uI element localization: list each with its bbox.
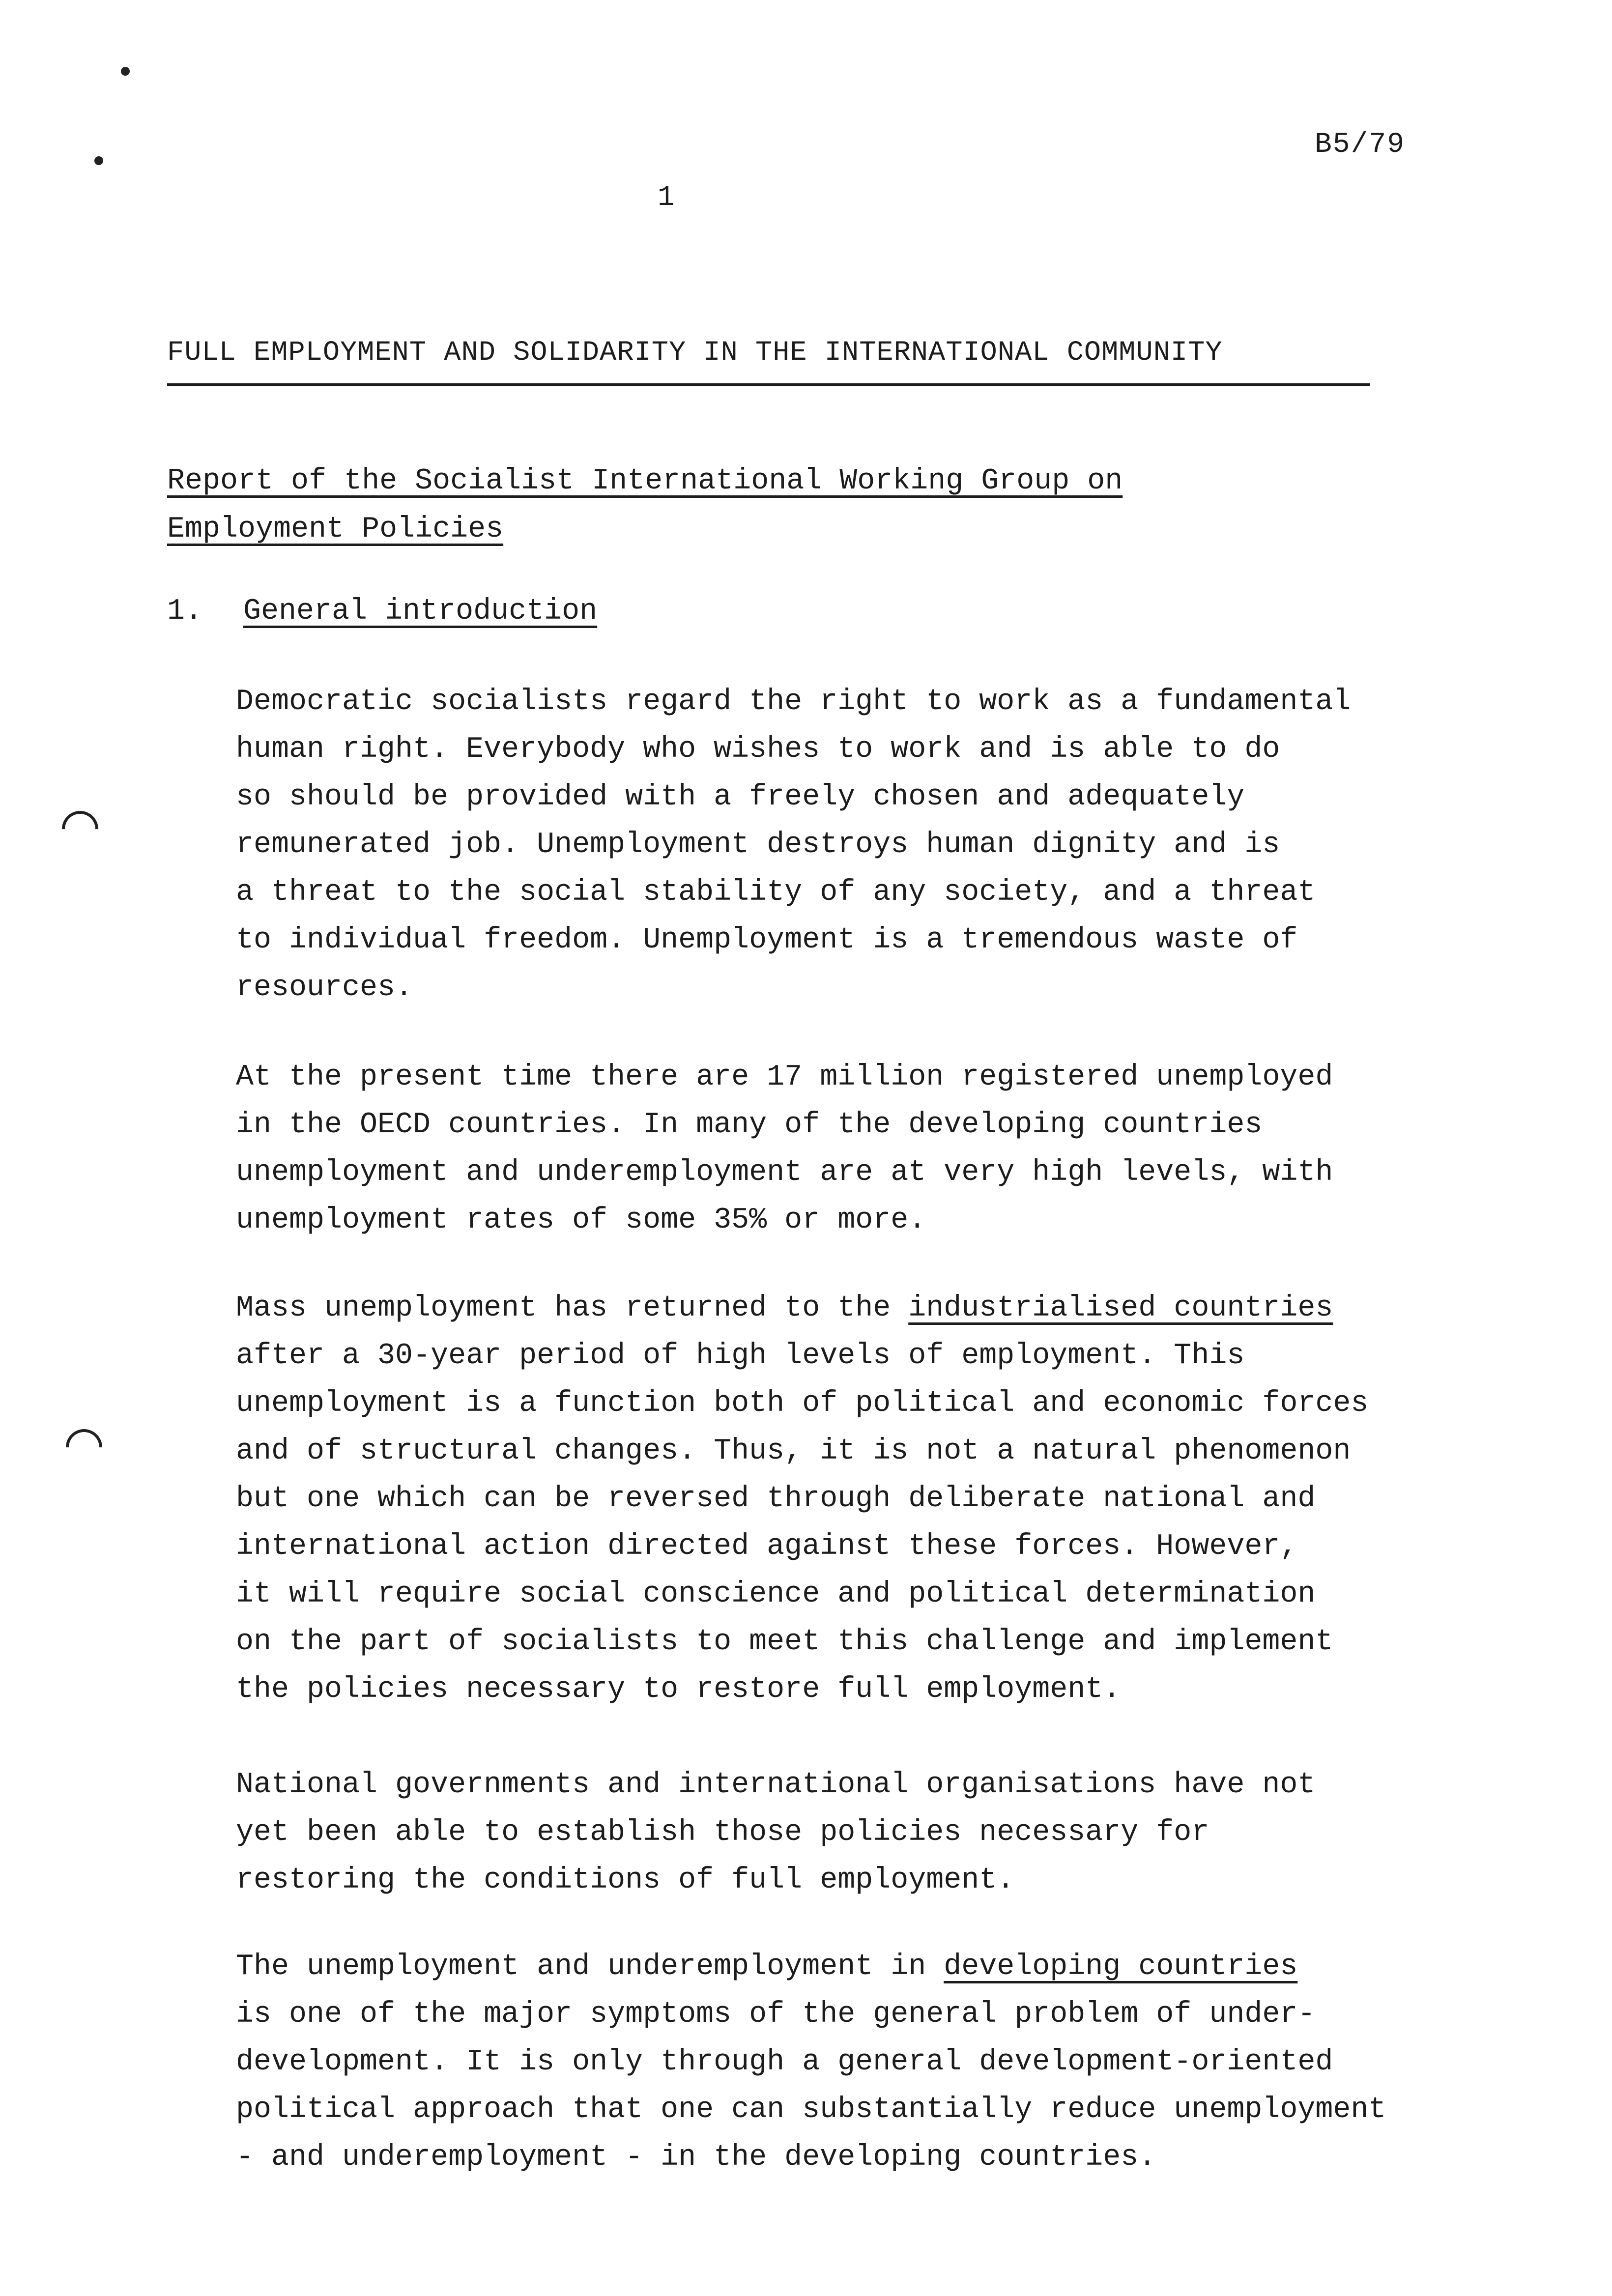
text-line <box>236 1943 1573 1991</box>
page-number: 1 <box>658 182 675 214</box>
text-line: Democratic socialists regard the right to work as a fundamental <box>236 685 1351 718</box>
underlined-phrase: industrialised countries <box>908 1292 1333 1325</box>
paragraph-3 <box>236 1285 1573 1714</box>
document-reference: B5/79 <box>1315 129 1406 161</box>
text-line: to individual freedom. Unemployment is a tremendous waste of <box>236 923 1298 957</box>
underlined-phrase: developing countries <box>944 1950 1298 1983</box>
text-line: so should be provided with a freely chosen and adequately <box>236 780 1245 814</box>
text-line: - and underemployment - in the developing countries. <box>236 2141 1156 2174</box>
text-line: in the OECD countries. In many of the developing countries <box>236 1108 1263 1142</box>
text-line: is one of the major symptoms of the general problem of under- <box>236 1998 1316 2031</box>
paragraph-5 <box>236 1943 1573 2181</box>
text-line: political approach that one can substantially reduce unemployment <box>236 2093 1386 2126</box>
text-line: unemployment rates of some 35% or more. <box>236 1204 926 1237</box>
text-line: development. It is only through a general development-oriented <box>236 2045 1333 2079</box>
text-run: The unemployment and underemployment in <box>236 1950 944 1983</box>
subtitle-line-1: Report of the Socialist International Working Group on <box>167 464 1123 498</box>
section-title: General introduction <box>243 595 598 628</box>
binding-arc-mark <box>58 1422 110 1473</box>
text-line: and of structural changes. Thus, it is not a natural phenomenon <box>236 1435 1351 1468</box>
text-line: the policies necessary to restore full employment. <box>236 1673 1121 1706</box>
text-line: resources. <box>236 971 413 1004</box>
text-line: unemployment is a function both of political and economic forces <box>236 1387 1369 1420</box>
text-line: it will require social conscience and political determination <box>236 1578 1316 1611</box>
text-line: yet been able to establish those policies necessary for <box>236 1816 1209 1849</box>
text-line: but one which can be reversed through deliberate national and <box>236 1482 1316 1516</box>
text-line: after a 30-year period of high levels of employment. This <box>236 1339 1245 1373</box>
section-number: 1. <box>167 595 203 628</box>
paragraph-4 <box>236 1761 1573 1904</box>
text-line <box>236 1285 1573 1332</box>
text-line: remunerated job. Unemployment destroys human dignity and is <box>236 828 1280 861</box>
paragraph-1 <box>236 678 1573 1012</box>
text-line: National governments and international organisations have not <box>236 1768 1316 1802</box>
text-line: international action directed against these forces. However, <box>236 1530 1298 1563</box>
text-line: At the present time there are 17 million registered unemployed <box>236 1061 1333 1094</box>
binding-arc-mark <box>55 804 106 855</box>
document-title: FULL EMPLOYMENT AND SOLIDARITY IN THE INTERNATIONAL COMMUNITY <box>167 337 1223 369</box>
title-underline <box>167 383 1370 386</box>
text-run: Mass unemployment has returned to the <box>236 1292 909 1325</box>
punch-hole-mark <box>121 67 130 76</box>
text-line: on the part of socialists to meet this challenge and implement <box>236 1625 1333 1659</box>
text-line: restoring the conditions of full employment. <box>236 1864 1015 1897</box>
report-subtitle <box>167 457 1123 553</box>
text-line: a threat to the social stability of any society, and a threat <box>236 876 1316 909</box>
paragraph-2 <box>236 1054 1573 1244</box>
subtitle-line-2: Employment Policies <box>167 513 504 546</box>
text-line: human right. Everybody who wishes to work and is able to do <box>236 733 1280 766</box>
punch-hole-mark <box>94 156 103 165</box>
text-line: unemployment and underemployment are at very high levels, with <box>236 1156 1333 1189</box>
